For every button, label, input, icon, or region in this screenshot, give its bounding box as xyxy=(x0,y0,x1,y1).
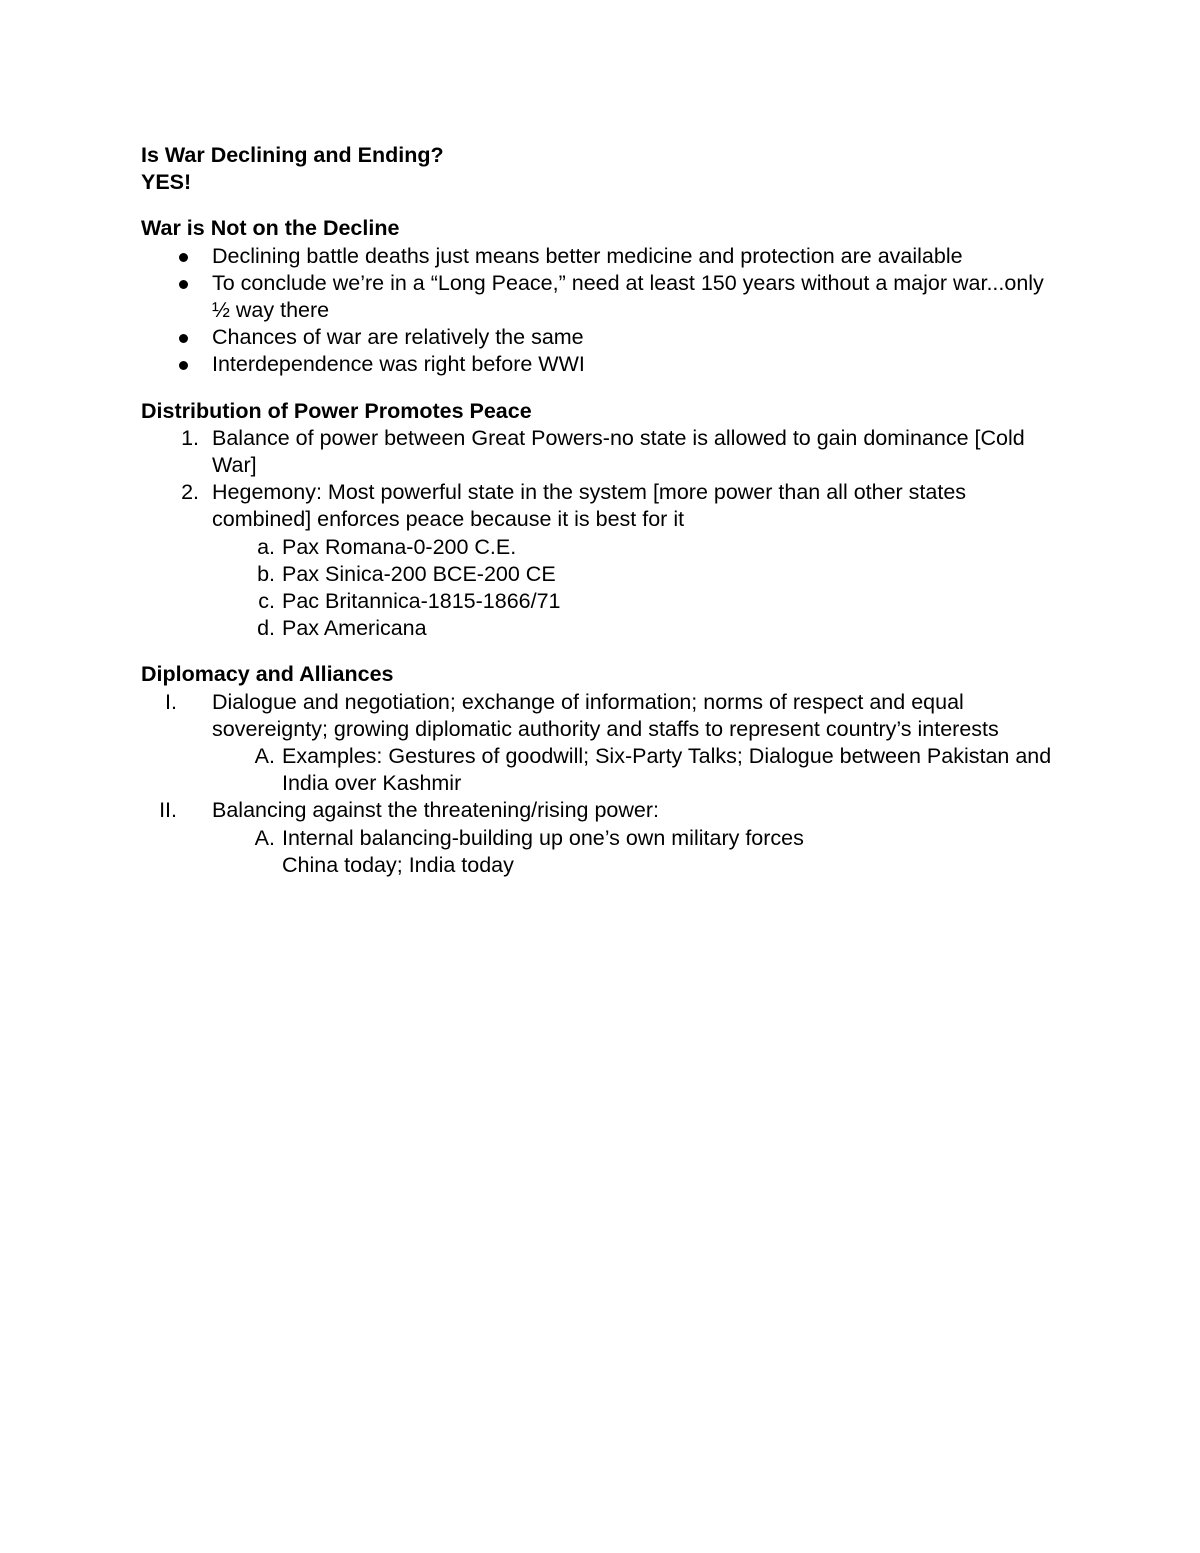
list-item xyxy=(141,270,1061,324)
list-marker: 2. xyxy=(181,480,199,505)
list-item xyxy=(141,324,1061,351)
sub-list-item xyxy=(141,743,1061,797)
bullet-icon xyxy=(179,280,188,289)
list-marker: b. xyxy=(257,561,275,586)
sub-list-item xyxy=(141,561,1061,588)
list-item-text: Chances of war are relatively the same xyxy=(212,325,584,350)
numbered-list xyxy=(141,425,1061,643)
bullet-icon xyxy=(179,334,188,343)
document-subtitle: YES! xyxy=(141,170,192,195)
list-item-text: Pac Britannica-1815-1866/71 xyxy=(282,589,561,614)
list-marker: c. xyxy=(258,589,275,614)
list-marker: 1. xyxy=(181,425,199,450)
list-item-text: Examples: Gestures of goodwill; Six-Party Talks; Dialogue between Pakistan and India over Kashmir xyxy=(282,744,1052,796)
list-item xyxy=(141,689,1061,743)
list-item-text: Hegemony: Most powerful state in the system [more power than all other states combined] enforces peace because it is best for it xyxy=(212,480,967,532)
list-item xyxy=(141,797,1061,824)
section-heading-war-not-declining: War is Not on the Decline xyxy=(141,216,400,241)
section-heading-distribution-of-power: Distribution of Power Promotes Peace xyxy=(141,398,532,423)
continuation-text: China today; India today xyxy=(282,852,514,877)
bullet-icon xyxy=(179,253,188,262)
list-marker: A. xyxy=(254,825,275,850)
list-item xyxy=(141,243,1061,270)
document-title: Is War Declining and Ending? xyxy=(141,143,444,167)
list-marker: A. xyxy=(254,744,275,769)
roman-list xyxy=(141,689,1061,879)
list-item-text: Dialogue and negotiation; exchange of information; norms of respect and equal sovereignty; growing diplomatic authority and staffs to represent country’s interests xyxy=(212,689,999,741)
list-item-text: Pax Sinica-200 BCE-200 CE xyxy=(282,561,556,586)
sub-list-item xyxy=(141,825,1061,852)
bullet-icon xyxy=(179,361,188,370)
list-marker: II. xyxy=(159,798,177,823)
list-marker: a. xyxy=(257,534,275,559)
list-item-text: Pax Americana xyxy=(282,616,427,641)
document-content xyxy=(141,142,1061,879)
list-item-text: Pax Romana-0-200 C.E. xyxy=(282,534,517,559)
list-item-text: To conclude we’re in a “Long Peace,” need at least 150 years without a major war...only ½ way there xyxy=(212,270,1044,323)
list-item-text: Balancing against the threatening/rising power: xyxy=(212,798,660,823)
sub-list-item xyxy=(141,534,1061,561)
list-item xyxy=(141,425,1061,479)
list-marker: d. xyxy=(257,616,275,641)
list-item-text: Declining battle deaths just means better medicine and protection are available xyxy=(212,243,963,268)
list-item-text: Balance of power between Great Powers-no state is allowed to gain dominance [Cold War] xyxy=(212,425,1025,478)
sub-list-item xyxy=(141,615,1061,642)
list-item-text: Internal balancing-building up one’s own military forces xyxy=(282,825,804,850)
list-item xyxy=(141,351,1061,378)
list-item-text: Interdependence was right before WWI xyxy=(212,352,585,377)
bullet-list xyxy=(141,243,1061,379)
list-marker: I. xyxy=(165,689,177,714)
section-heading-diplomacy-and-alliances: Diplomacy and Alliances xyxy=(141,662,394,687)
list-item xyxy=(141,479,1061,533)
sub-list-item xyxy=(141,588,1061,615)
